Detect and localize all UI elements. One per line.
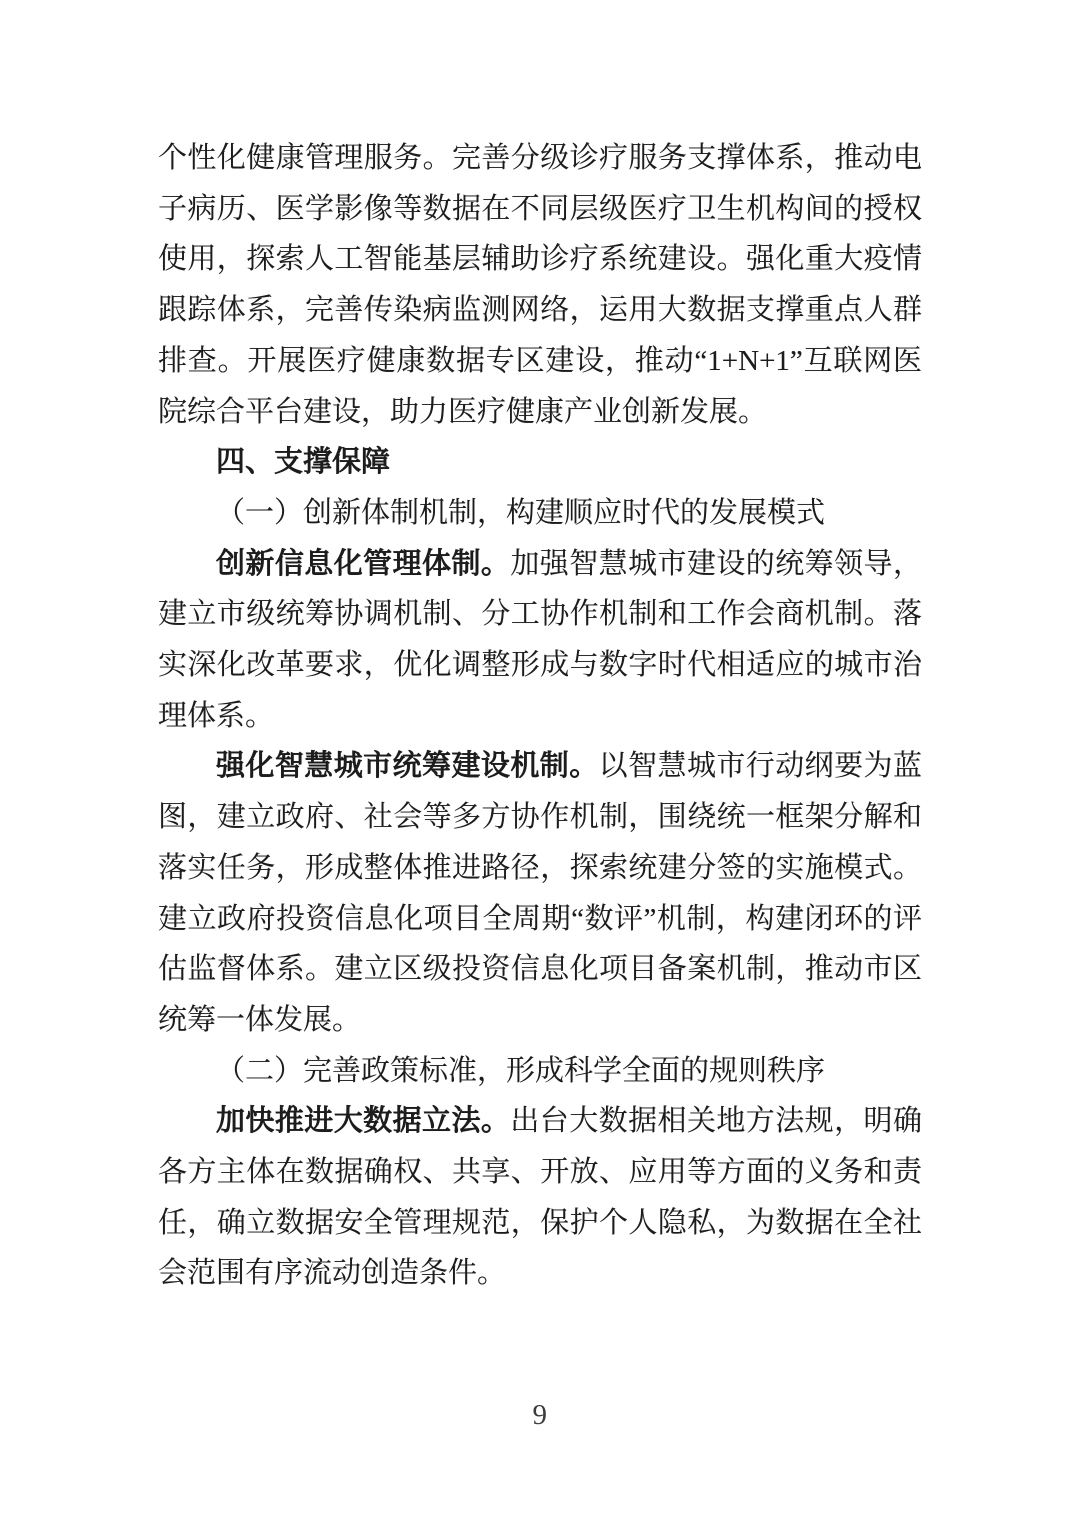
text-run: （一）创新体制机制，构建顺应时代的发展模式 — [216, 496, 826, 529]
heading-section-four — [158, 437, 922, 488]
para-strengthen-smartcity-mechanism — [158, 741, 922, 1045]
para-bigdata-legislation — [158, 1096, 922, 1299]
para-innovate-informatization-mgmt — [158, 539, 922, 742]
bold-text-run: 加快推进大数据立法。 — [216, 1105, 511, 1138]
subheading-four-one — [158, 488, 922, 539]
bold-text-run: 强化智慧城市统筹建设机制。 — [216, 750, 599, 783]
subheading-four-two — [158, 1046, 922, 1097]
text-run: 加强智慧城市建设的统筹领导，建立市级统筹协调机制、分工协作机制和工作会商机制。落实深化改革要求，优化调整形成与数字时代相适应的城市治理体系。 — [158, 547, 922, 732]
page-number: 9 — [532, 1399, 548, 1431]
bold-text-run: 创新信息化管理体制。 — [216, 547, 511, 580]
page-footer — [0, 1399, 1080, 1432]
text-run: 个性化健康管理服务。完善分级诊疗服务支撑体系，推动电子病历、医学影像等数据在不同层级医疗卫生机构间的授权使用，探索人工智能基层辅助诊疗系统建设。强化重大疫情跟踪体系，完善传染病监测网络，运用大数据支撑重点人群排查。开展医疗健康数据专区建设，推动“1+N+1”互联网医院综合平台建设，助力医疗健康产业创新发展。 — [158, 142, 922, 428]
document-body — [158, 133, 922, 1299]
bold-text-run: 四、支撑保障 — [216, 446, 391, 479]
para-health-services-continuation — [158, 133, 922, 437]
text-run: 以智慧城市行动纲要为蓝图，建立政府、社会等多方协作机制，围绕统一框架分解和落实任务，形成整体推进路径，探索统建分签的实施模式。建立政府投资信息化项目全周期“数评”机制，构建闭环的评估监督体系。建立区级投资信息化项目备案机制，推动市区统筹一体发展。 — [158, 750, 922, 1036]
text-run: （二）完善政策标准，形成科学全面的规则秩序 — [216, 1054, 826, 1087]
text-run: 出台大数据相关地方法规，明确各方主体在数据确权、共享、开放、应用等方面的义务和责任，确立数据安全管理规范，保护个人隐私，为数据在全社会范围有序流动创造条件。 — [158, 1105, 922, 1290]
